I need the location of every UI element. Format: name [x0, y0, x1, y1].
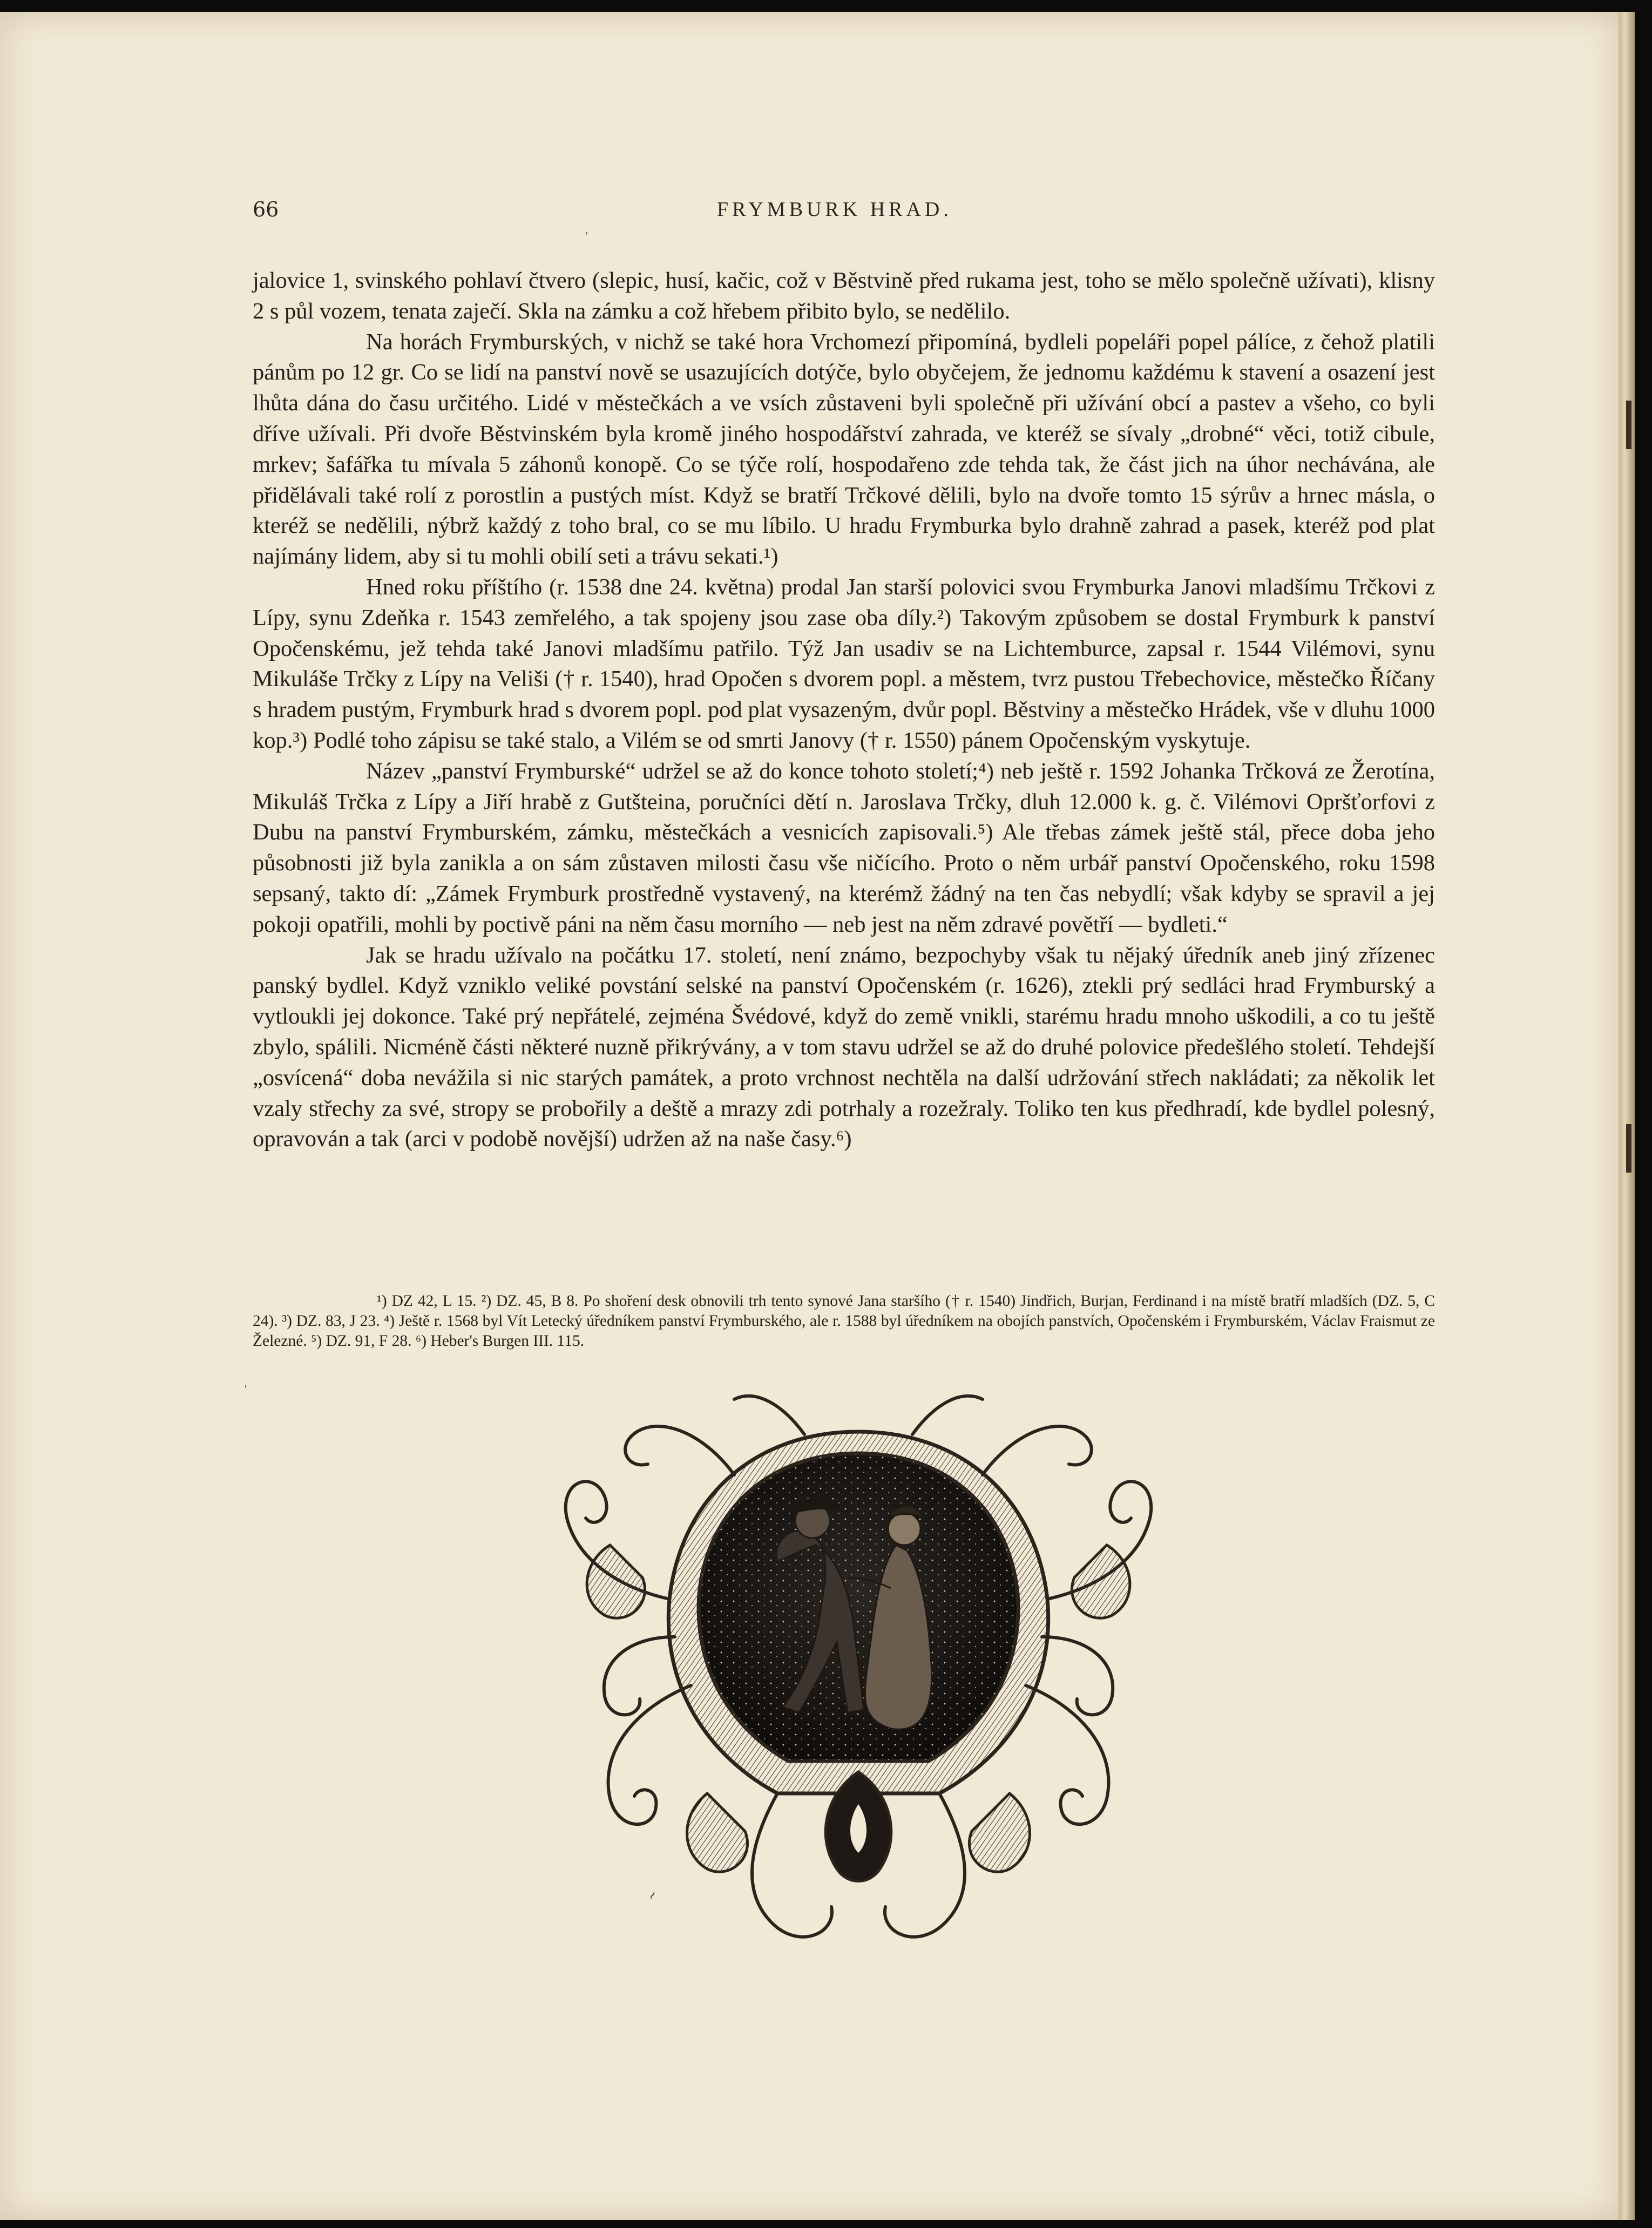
vignette-frame [668, 1432, 1048, 1793]
paragraph: Jak se hradu užívalo na počátku 17. století, není známo, bezpochyby však tu nějaký úředník aneb jiný zřízenec panský bydlel. Když vzniklo veliké povstání selské na panství Opočenském (r. 1626), ztekli prý sedláci hrad Frymburský a vytloukli jej dokonce. Také prý nepřátelé, zejména Švédové, když do země vnikli, starému hradu mnoho uškodili, a co tu ještě zbylo, spálili. Nicméně části některé nuzně přikrývány, a v tom stavu udržel se až do druhé polovice předešlého století. Tehdejší „osvícená“ doba nevážila si nic starých památek, a proto vrchnost nechtěla na další udržování střech nakládati; za několik let vzaly střechy za své, stropy se probořily a deště a mrazy zdi potrhaly a rozežraly. Toliko ten kus předhradí, kde bydlel polesný, opravován a tak (arci v podobě novější) udržen až na naše časy.⁶) [253, 942, 1435, 1152]
paragraph: Na horách Frymburských, v nichž se také hora Vrchomezí připomíná, bydleli popeláři popel pálíce, z čehož platili pánům po 12 gr. Co se lidí na panství nově se usazujících dotýče, bylo obyčejem, že jednomu každému k stavení a osazení jest lhůta dána do času určitého. Lidé v městečkách a ve vsích zůstaveni byli společně při užívání obcí a pastev a všeho, co byli dříve užívali. Při dvoře Běstvinském byla kromě jiného hospodářství zahrada, ve kteréž se sívaly „drobné“ věci, totiž cibule, mrkev; šafářka tu mívala 5 záhonů konopě. Co se týče rolí, hospodařeno zde tehda tak, že část jich na úhor nechávána, ale přidělávali také rolí z porostlin a pustých míst. Když se bratří Trčkové dělili, bylo na dvoře tomto 15 sýrův a hrnec másla, o kteréž se nedělili, nýbrž každý z toho bral, co se mu líbilo. U hradu Frymburka bylo drahně zahrad a pasek, kteréž pod plat najímány lidem, aby si tu mohli obilí seti a trávu sekati.¹) [253, 329, 1435, 570]
stray-mark: ˈ [244, 1383, 247, 1396]
page-tab-mark [1626, 401, 1631, 449]
page-edge [1619, 12, 1635, 2220]
footnotes: ¹) DZ 42, L 15. ²) DZ. 45, B 8. Po shoření desk obnovili trh tento synové Jana staršího († r. 1540) Jindřich, Burjan, Ferdinand i na místě bratří mladších (DZ. 5, C 24). ³) DZ. 83, J 23. ⁴) Ještě r. 1568 byl Vít Letecký úředníkem panství Frymburského, ale r. 1588 byl úředníkem na obojích panstvích, Opočenském i Frymburském, Václav Fraismut ze Železné. ⁵) DZ. 91, F 28. ⁶) Heber's Burgen III. 115. [253, 1292, 1435, 1350]
page-header [253, 198, 1435, 230]
body-text [253, 266, 1435, 1155]
artist-signature: ~ [644, 1887, 661, 1903]
page-tab-mark [1626, 1124, 1631, 1173]
running-title: FRYMBURK HRAD. [717, 198, 952, 221]
ornamental-vignette [545, 1383, 1172, 1955]
paragraph: Hned roku příštího (r. 1538 dne 24. května) prodal Jan starší polovici svou Frymburka Janovi mladšímu Trčkovi z Lípy, synu Zdeňka r. 1543 zemřelého, a tak spojeny jsou zase oba díly.²) Takovým způsobem se dostal Frymburk k panství Opočenskému, jež tehda také Janovi mladšímu patřilo. Týž Jan usadiv se na Lichtemburce, zapsal r. 1544 Vilémovi, synu Mikuláše Trčky z Lípy na Veliši († r. 1540), hrad Opočen s dvorem popl. a městem, tvrz pustou Třebechovice, městečko Říčany s hradem pustým, Frymburk hrad s dvorem popl. pod plat vysazeným, dvůr popl. Běstviny a městečko Hrádek, vše v dluhu 1000 kop.³) Podlé toho zápisu se také stalo, a Vilém se od smrti Janovy († r. 1550) pánem Opočenským vyskytuje. [253, 574, 1435, 753]
paragraph: jalovice 1, svinského pohlaví čtvero (slepic, husí, kačic, což v Běstvině před rukama jest, toho se mělo společně užívati), klisny 2 s půl vozem, tenata zaječí. Skla na zámku a což hřebem přibito bylo, se nedělilo. [253, 268, 1435, 324]
book-page [0, 12, 1635, 2220]
page-number: 66 [253, 198, 279, 221]
stray-mark: ˈ [585, 230, 588, 243]
paragraph: Název „panství Frymburské“ udržel se až do konce tohoto století;⁴) neb ještě r. 1592 Johanka Trčková ze Žerotína, Mikuláš Trčka z Lípy a Jiří hrabě z Gutšteina, poručníci dětí n. Jaroslava Trčky, dluh 12.000 k. g. č. Vilémovi Opršťorfovi z Dubu na panství Frymburském, zámku, městečkách a vesnicích zapisovali.⁵) Ale třebas zámek ještě stál, přece doba jeho působnosti již byla zanikla a on sám zůstaven milosti času vše ničícího. Proto o něm urbář panství Opočenského, roku 1598 sepsaný, takto dí: „Zámek Frymburk prostředně vystavený, na kterémž žádný na ten čas nebydlí; však kdyby se spravil a jej pokoji opatřili, mohli by poctivě páni na něm času morního — neb jest na něm zdravé povětří — bydleti.“ [253, 758, 1435, 937]
